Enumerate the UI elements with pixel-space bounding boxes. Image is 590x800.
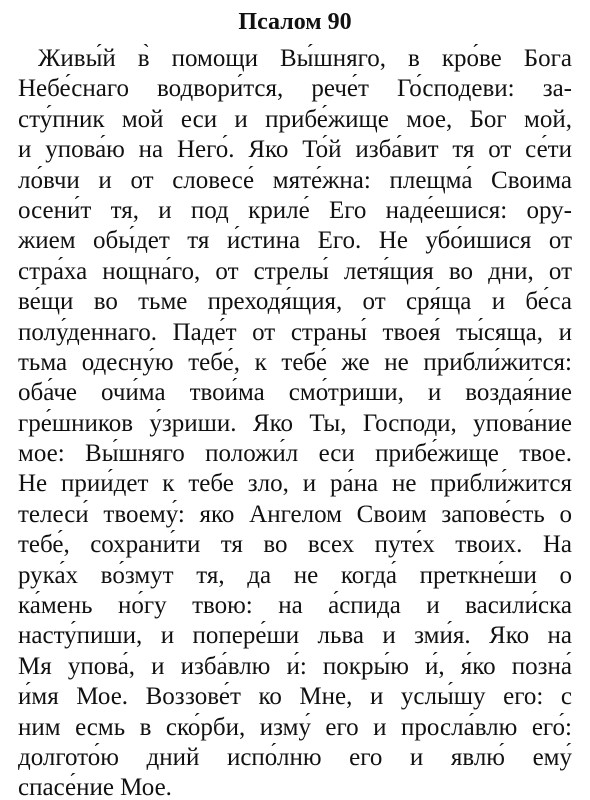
text-line: долгото́ю дний испо́лню его и явлю́ ему́ [18,743,572,771]
text-line: полу́деннаго. Паде́т от страны́ твоея́ ты́сяща, и [18,318,572,346]
text-line: сту́пник мой еси и прибе́жище мое, Бог мой, [18,105,572,133]
text-line: ве́щи во тьме преходя́щия, от сря́ща и бе́са [18,288,572,316]
text-line: насту́пиши, и попере́ши льва и зми́я. Яко на [18,622,572,650]
text-line: гре́шников у́зриши. Яко Ты, Господи, упова́ние [18,409,572,437]
text-line: ло́вчи и от словесе́ мяте́жна: плещма́ Своима [18,166,572,194]
text-line: тьма одесну́ю тебе́, к тебе́ же не прибли́жится: [18,348,572,376]
psalm-text [18,44,572,800]
text-line: ним есмь в ско́рби, изму́ его и просла́влю его́: [18,713,572,741]
text-line: Живы́й в̀ помощи Вы́шняго, в кро́ве Бога [38,45,572,72]
text-line: осени́т тя, и под криле́ Его наде́ешися: ору- [18,196,572,224]
text-line: ка́мень но́гу твою: на а́спида и васили́ска [18,592,572,620]
text-line: оба́че очи́ма твои́ма смо́триши, и воздая́ние [18,379,572,407]
psalm-title: Псалом 90 [238,9,352,35]
text-line: и́мя Мое. Воззове́т ко Мне, и услы́шу его: с [18,683,572,711]
text-line: рука́х во́змут тя, да не когда́ преткне́ши о [18,561,572,589]
text-line: Небе́снаго водвори́тся, рече́т Го́сподеви: за- [18,75,572,103]
text-line: жием обы́дет тя и́стина Его. Не убо́ишися от [18,227,572,255]
text-line: тебе́, сохрани́ти тя во всех путе́х твоих. На [18,531,572,559]
text-line: мое: Вы́шняго положи́л еси прибе́жище твое. [18,440,572,468]
text-line: Не прии́дет к тебе зло, и ра́на не прибли́жится [18,470,572,498]
text-line: спасе́ние Мое. [18,774,172,800]
text-line: Мя упова́, и изба́влю и́: покры́ю и́, я́ко позна́ [18,652,572,680]
text-line: и упова́ю на Него́. Яко То́й изба́вит тя от се́ти [18,136,572,164]
text-line: телеси́ твоему́: яко Ангелом Своим запове́сть о [18,500,572,528]
text-line: стра́ха нощна́го, от стрелы́ летя́щия во дни, от [18,257,572,285]
